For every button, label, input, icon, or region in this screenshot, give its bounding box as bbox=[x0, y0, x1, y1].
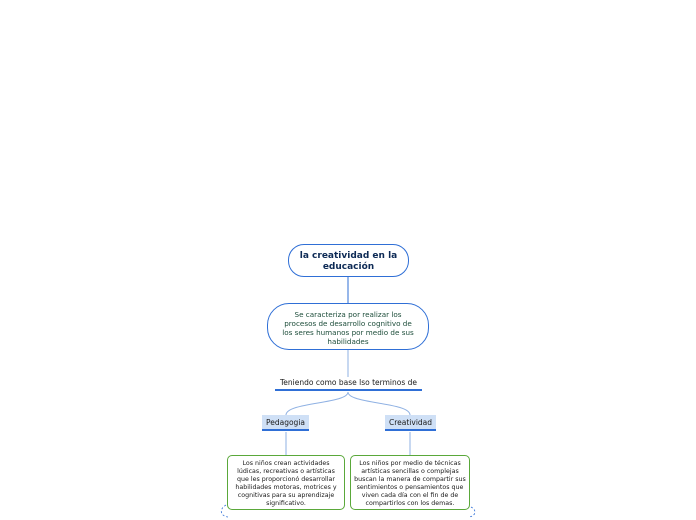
description-node[interactable] bbox=[267, 303, 429, 350]
topic-creatividad-label: Creatividad bbox=[388, 418, 433, 427]
connector-base-pedagogia bbox=[286, 392, 348, 415]
creatividad-detail-node[interactable] bbox=[350, 455, 470, 510]
central-topic-title: la creatividad en la educación bbox=[299, 251, 398, 272]
topic-pedagogia-label: Pedagogia bbox=[265, 418, 306, 427]
connector-base-creatividad bbox=[348, 392, 410, 415]
pedagogia-detail-text: Los niños crean actividades lúdicas, recreativas o artísticas que les proporcionó desarrollar habilidades motoras, motrices y cognitivas para su aprendizaje significativo. bbox=[235, 460, 337, 507]
topic-creatividad[interactable] bbox=[385, 415, 436, 431]
creatividad-detail-text: Los niños por medio de técnicas artísticas sencillas o complejas buscan la manera de compartir sus sentimientos o pensamientos que viven cada día con el fin de de compartirlos con los demas. bbox=[354, 460, 466, 507]
topic-pedagogia[interactable] bbox=[262, 415, 309, 431]
central-topic-node[interactable] bbox=[288, 244, 409, 277]
collapse-handle-right[interactable] bbox=[469, 507, 475, 517]
base-terms-node[interactable] bbox=[275, 377, 422, 391]
base-terms-label: Teniendo como base lso terminos de bbox=[280, 378, 417, 387]
description-text: Se caracteriza por realizar los procesos de desarrollo cognitivo de los seres humanos por medio de sus habilidades bbox=[282, 310, 414, 346]
pedagogia-detail-node[interactable] bbox=[227, 455, 345, 510]
